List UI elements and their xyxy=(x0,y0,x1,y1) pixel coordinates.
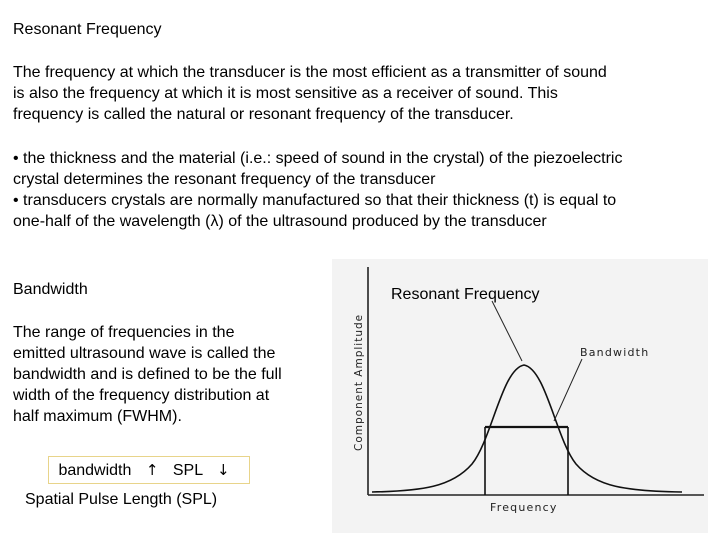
formula-bandwidth-text: bandwidth xyxy=(58,462,132,479)
bullet-line: crystal determines the resonant frequency of the transducer xyxy=(13,171,436,188)
y-axis-label: Component Amplitude xyxy=(353,313,365,451)
bandwidth-label: Bandwidth xyxy=(580,346,650,359)
x-axis-label: Frequency xyxy=(490,501,558,514)
intro-line: is also the frequency at which it is most sensitive as a receiver of sound. This xyxy=(13,85,558,102)
bullet-list xyxy=(13,148,713,232)
bullet-item xyxy=(13,148,713,190)
graph-resonant-frequency-label: Resonant Frequency xyxy=(391,286,540,303)
section-title: Resonant Frequency xyxy=(13,21,162,38)
bandwidth-description xyxy=(13,322,318,427)
bullet-line: • the thickness and the material (i.e.: speed of sound in the crystal) of the piezoelectric xyxy=(13,150,623,167)
bullet-line: • transducers crystals are normally manufactured so that their thickness (t) is equal to xyxy=(13,192,617,209)
bandwidth-desc-line: width of the frequency distribution at xyxy=(13,387,270,404)
bullet-line: one-half of the wavelength (λ) of the ultrasound produced by the transducer xyxy=(13,213,547,230)
bandwidth-desc-line: half maximum (FWHM). xyxy=(13,408,182,425)
bandwidth-desc-line: The range of frequencies in the xyxy=(13,324,235,341)
up-arrow-icon: ↑ xyxy=(145,461,159,479)
intro-line: The frequency at which the transducer is the most efficient as a transmitter of sound xyxy=(13,64,607,81)
down-arrow-icon: ↓ xyxy=(216,461,230,479)
intro-paragraph xyxy=(13,62,703,125)
bullet-item xyxy=(13,190,713,232)
bandwidth-desc-line: emitted ultrasound wave is called the xyxy=(13,345,276,362)
spl-caption: Spatial Pulse Length (SPL) xyxy=(25,491,218,508)
bandwidth-title: Bandwidth xyxy=(13,281,88,298)
intro-line: frequency is called the natural or resonant frequency of the transducer. xyxy=(13,106,514,123)
formula-spl-text: SPL xyxy=(172,462,203,479)
bandwidth-desc-line: bandwidth and is defined to be the full xyxy=(13,366,282,383)
bandwidth-spl-relation-box xyxy=(48,456,250,484)
